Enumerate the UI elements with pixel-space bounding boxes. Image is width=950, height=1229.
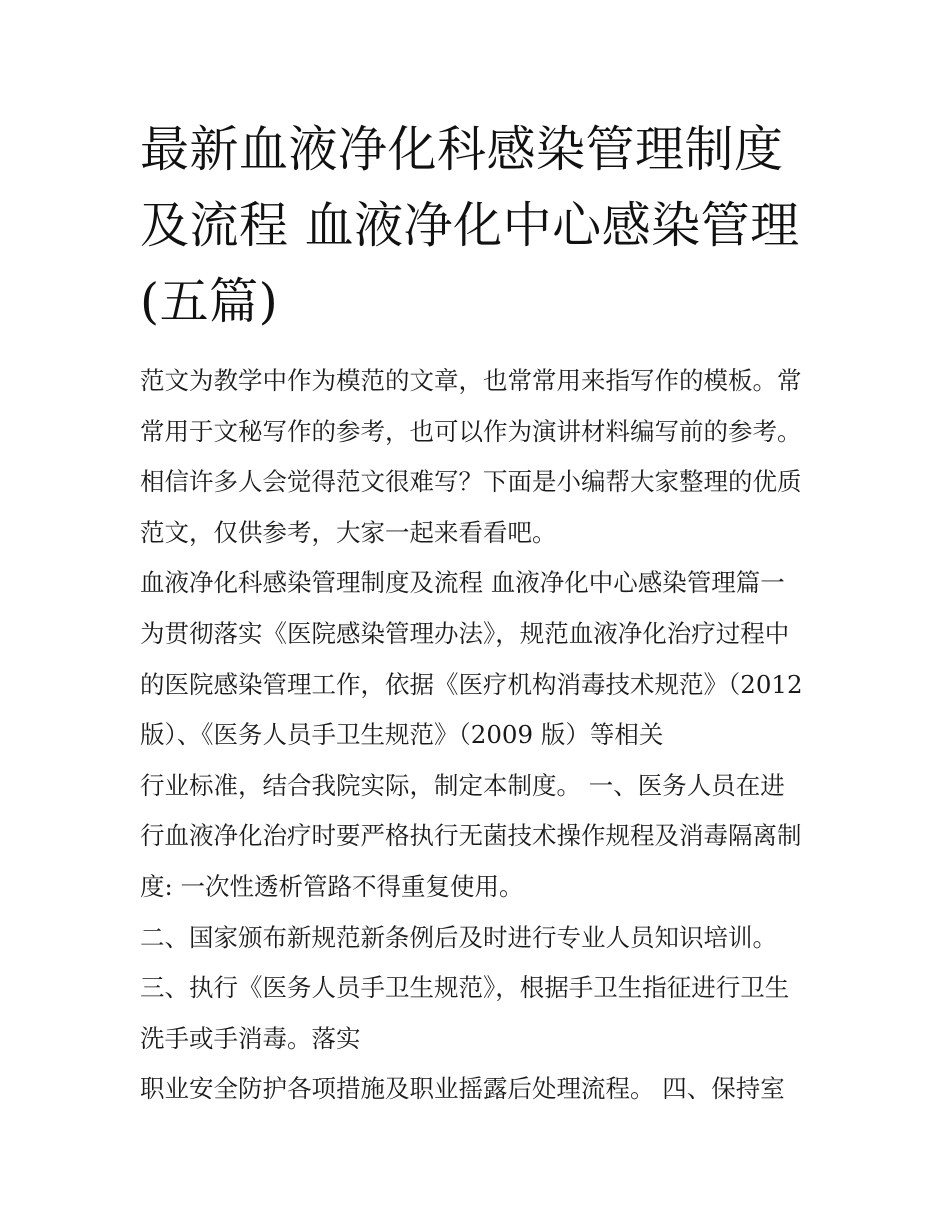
text-line: 行业标准，结合我院实际，制定本制度。 一、医务人员在进 [140,770,785,800]
text-line: 度: 一次性透析管路不得重复使用。 [140,871,524,901]
text-line: 版）、《医务人员手卫生规范》（2009 版）等相关 [140,720,664,750]
text-line: 二、国家颁布新规范新条例后及时进行专业人员知识培训。 [140,922,777,952]
text-line: 行血液净化治疗时要严格执行无菌技术操作规程及消毒隔离制 [140,821,802,851]
text-line: 范文为教学中作为模范的文章，也常常用来指写作的模板。常 [140,366,802,395]
text-line: 为贯彻落实《医院感染管理办法》，规范血液净化治疗过程中 [140,618,790,648]
text-line: 洗手或手消毒。落实 [140,1023,361,1053]
body-text [140,356,820,1115]
title-line: 最新血液净化科感染管理制度 [140,121,784,178]
text-line: 常用于文秘写作的参考，也可以作为演讲材料编写前的参考。 [140,416,802,446]
page-title [140,112,820,340]
text-line: 相信许多人会觉得范文很难写？下面是小编帮大家整理的优质 [140,467,802,497]
text-line: 范文，仅供参考，大家一起来看看吧。 [140,517,557,547]
title-line: (五篇) [140,273,279,330]
text-line: 的医院感染管理工作，依据《医疗机构消毒技术规范》（2012 [140,669,803,699]
text-line: 三、执行《医务人员手卫生规范》，根据手卫生指征进行卫生 [140,973,790,1003]
text-line: 职业安全防护各项措施及职业摇露后处理流程。 四、保持室 [140,1074,785,1104]
title-line: 及流程 血液净化中心感染管理 [140,197,800,254]
text-line: 血液净化科感染管理制度及流程 血液净化中心感染管理篇一 [140,568,785,598]
